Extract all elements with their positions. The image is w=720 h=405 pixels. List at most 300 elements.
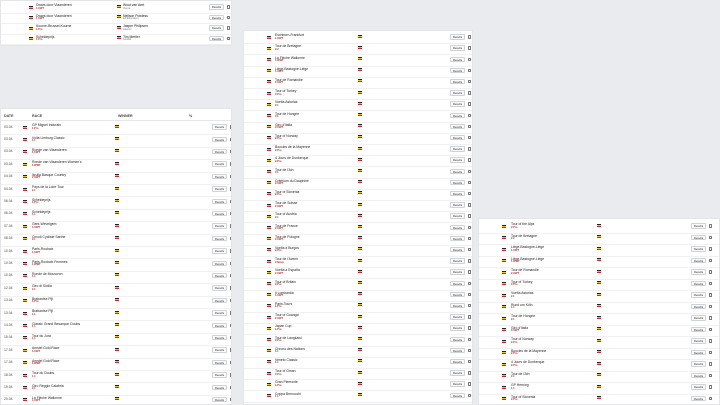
document-icon[interactable] (468, 259, 471, 262)
header-winner: WINNER (118, 114, 133, 118)
race-rating-value: 1.UWT (275, 294, 284, 298)
race-name[interactable]: Tour de Langkawi (275, 335, 302, 340)
flag-icon (115, 249, 119, 252)
race-name[interactable]: Amstel Gold Race (32, 346, 60, 351)
panel-race-list (0, 108, 232, 405)
document-icon[interactable] (230, 311, 232, 314)
race-name[interactable]: Giro Reggio Calabria (32, 383, 64, 388)
document-icon[interactable] (230, 336, 232, 339)
race-rating (275, 284, 282, 287)
document-icon[interactable] (227, 5, 230, 8)
document-icon[interactable] (468, 46, 471, 49)
document-icon[interactable] (230, 386, 232, 389)
document-icon[interactable] (468, 69, 471, 72)
race-name[interactable]: Tour de l'Ain (275, 167, 294, 172)
race-name[interactable]: Tour of Austria (275, 212, 297, 217)
results-button[interactable]: Results (691, 258, 706, 263)
results-button[interactable]: Results (212, 248, 227, 253)
document-icon[interactable] (468, 58, 471, 61)
results-button[interactable]: Results (691, 373, 706, 378)
results-button[interactable]: Results (450, 45, 465, 50)
document-icon[interactable] (230, 237, 232, 240)
race-name[interactable]: Giro d'Italia (275, 122, 293, 127)
flag-icon (267, 69, 271, 72)
race-name[interactable]: Japan Cup (275, 324, 292, 329)
document-icon[interactable] (468, 181, 471, 184)
flag-icon (358, 57, 362, 60)
race-name[interactable]: Eschborn-Frankfurt (275, 33, 305, 38)
document-icon[interactable] (468, 125, 471, 128)
results-button[interactable]: Results (450, 90, 465, 95)
document-icon[interactable] (230, 162, 232, 165)
document-icon[interactable] (468, 237, 471, 240)
flag-icon (358, 191, 362, 194)
results-button[interactable]: Results (691, 327, 706, 332)
flag-icon (23, 336, 27, 339)
race-name[interactable]: Ronde van Vlaanderen (32, 147, 67, 152)
results-button[interactable]: Results (450, 393, 465, 398)
race-rating (32, 214, 36, 217)
race-name[interactable]: Vuelta a España (275, 268, 300, 273)
race-name[interactable]: Brabantse Pijl (32, 296, 53, 301)
race-rating (275, 329, 282, 332)
document-icon[interactable] (468, 91, 471, 94)
race-name[interactable]: Giro d'Italia (511, 325, 529, 330)
document-icon[interactable] (468, 382, 471, 385)
race-name[interactable]: Paris-Roubaix (32, 247, 54, 252)
results-button[interactable]: Results (212, 360, 227, 365)
document-icon[interactable] (230, 224, 232, 227)
flag-icon (597, 385, 601, 388)
results-button[interactable]: Results (450, 79, 465, 84)
race-name[interactable]: Scheldeprijs (36, 34, 55, 39)
race-rating-value: 1.1 (32, 337, 36, 341)
results-button[interactable]: Results (212, 397, 227, 402)
winner-team: EF Education (123, 17, 139, 21)
document-icon[interactable] (468, 394, 471, 397)
document-icon[interactable] (468, 80, 471, 83)
document-icon[interactable] (709, 374, 712, 377)
race-name[interactable]: Tour de Pologne (275, 234, 300, 239)
document-icon[interactable] (709, 236, 712, 239)
results-button[interactable]: Results (450, 213, 465, 218)
document-icon[interactable] (468, 192, 471, 195)
race-name[interactable]: Tour de l'Ain (511, 371, 530, 376)
document-icon[interactable] (230, 175, 232, 178)
results-button[interactable]: Results (209, 4, 224, 9)
race-date: 03.04 (4, 136, 13, 141)
race-name[interactable]: Boucles de la Mayenne (511, 348, 547, 353)
results-button[interactable]: Results (691, 350, 706, 355)
race-rating-value: 1.UWT (32, 151, 41, 155)
race-name[interactable]: Brabantse Pijl (32, 309, 53, 314)
results-button[interactable]: Results (450, 101, 465, 106)
results-button[interactable]: Results (450, 34, 465, 39)
document-icon[interactable] (709, 293, 712, 296)
race-name[interactable]: Tour du Jura (32, 333, 51, 338)
document-icon[interactable] (230, 286, 232, 289)
document-icon[interactable] (227, 16, 230, 19)
race-name[interactable]: Tour of Norway (511, 337, 534, 342)
document-icon[interactable] (709, 328, 712, 331)
race-name[interactable]: Kuurne-Brussel-Kuurne (36, 24, 72, 29)
results-button[interactable]: Results (212, 199, 227, 204)
document-icon[interactable] (230, 324, 232, 327)
race-name[interactable]: Dwars door Vlaanderen (36, 3, 72, 8)
document-icon[interactable] (709, 385, 712, 388)
flag-icon (267, 237, 271, 240)
results-button[interactable]: Results (691, 361, 706, 366)
race-name[interactable]: Tour de Romandie (511, 268, 539, 273)
flag-icon (358, 102, 362, 105)
document-icon[interactable] (468, 136, 471, 139)
results-button[interactable]: Results (450, 281, 465, 286)
document-icon[interactable] (468, 270, 471, 273)
results-button[interactable]: Results (450, 180, 465, 185)
results-button[interactable]: Results (212, 161, 227, 166)
race-rating-value: 2.UWT (275, 316, 284, 320)
document-icon[interactable] (227, 37, 230, 40)
document-icon[interactable] (230, 274, 232, 277)
document-icon[interactable] (230, 373, 232, 376)
document-icon[interactable] (230, 125, 232, 128)
document-icon[interactable] (230, 138, 232, 141)
document-icon[interactable] (230, 361, 232, 364)
document-icon[interactable] (468, 214, 471, 217)
winner-name[interactable]: Tim Merlier (123, 34, 140, 39)
results-button[interactable]: Results (212, 186, 227, 191)
table-row (1, 272, 231, 284)
document-icon[interactable] (709, 305, 712, 308)
results-button[interactable]: Results (212, 310, 227, 315)
results-button[interactable]: Results (450, 381, 465, 386)
results-button[interactable]: Results (212, 124, 227, 129)
race-name[interactable]: 4 Jours de Dunkerque (511, 360, 545, 365)
race-name[interactable]: Tour de Bretagne (275, 44, 302, 49)
race-name[interactable]: Ronde van Vlaanderen Women's (32, 160, 82, 165)
results-button[interactable]: Results (212, 323, 227, 328)
results-button[interactable]: Results (209, 36, 224, 41)
race-name[interactable]: Tour of Slovenia (511, 394, 536, 399)
race-name[interactable]: Tour of Slovenia (275, 189, 300, 194)
results-button[interactable]: Results (450, 359, 465, 364)
results-button[interactable]: Results (209, 25, 224, 30)
document-icon[interactable] (468, 248, 471, 251)
results-button[interactable]: Results (450, 225, 465, 230)
results-button[interactable]: Results (691, 396, 706, 401)
document-icon[interactable] (468, 349, 471, 352)
race-name[interactable]: Pays de la Loire Tour (32, 185, 64, 190)
document-icon[interactable] (709, 397, 712, 400)
table-row (244, 100, 472, 111)
flag-icon (115, 137, 119, 140)
results-button[interactable]: Results (450, 146, 465, 151)
results-button[interactable]: Results (212, 211, 227, 216)
results-button[interactable]: Results (450, 135, 465, 140)
flag-icon (23, 163, 27, 166)
race-name[interactable]: Tour de Bretagne (511, 233, 538, 238)
race-date: 13.04 (4, 298, 13, 303)
document-icon[interactable] (468, 147, 471, 150)
document-icon[interactable] (230, 348, 232, 351)
document-icon[interactable] (468, 315, 471, 318)
race-name[interactable]: Itzulia Basque Country (32, 172, 67, 177)
race-rating-value: 1.1 (275, 350, 279, 354)
results-button[interactable]: Results (450, 68, 465, 73)
results-button[interactable]: Results (212, 174, 227, 179)
flag-icon (358, 169, 362, 172)
race-name[interactable]: Critérium du Dauphiné (275, 178, 309, 183)
race-rating-value: 2.Pro (275, 249, 282, 253)
race-name[interactable]: Tour of the Alps (511, 222, 535, 227)
results-button[interactable]: Results (212, 273, 227, 278)
race-name[interactable]: Scheldeprijs (32, 197, 51, 202)
race-name[interactable]: Amstel Gold Race (32, 358, 60, 363)
flag-icon (117, 36, 121, 39)
race-rating-value: 2.1 (511, 294, 515, 298)
race-name[interactable]: Volta Limburg Classic (32, 135, 65, 140)
document-icon[interactable] (230, 249, 232, 252)
document-icon[interactable] (709, 316, 712, 319)
results-button[interactable]: Results (450, 370, 465, 375)
flag-icon (597, 362, 601, 365)
panel-right (478, 218, 720, 405)
results-button[interactable]: Results (691, 223, 706, 228)
document-icon[interactable] (709, 247, 712, 250)
race-name[interactable]: Vuelta Asturias (275, 100, 298, 105)
results-button[interactable]: Results (450, 157, 465, 162)
document-icon[interactable] (230, 187, 232, 190)
results-button[interactable]: Results (691, 281, 706, 286)
race-name[interactable]: Dwars door Vlaanderen (36, 13, 72, 18)
race-name[interactable]: Scheldeprijs (32, 209, 51, 214)
document-icon[interactable] (709, 259, 712, 262)
flag-icon (358, 91, 362, 94)
flag-icon (267, 80, 271, 83)
results-button[interactable]: Results (691, 338, 706, 343)
race-name[interactable]: Tour du Doubs (32, 371, 55, 376)
results-button[interactable]: Results (691, 384, 706, 389)
document-icon[interactable] (230, 150, 232, 153)
race-rating-value: 1.UWT (275, 36, 284, 40)
results-button[interactable]: Results (450, 191, 465, 196)
race-rating (511, 342, 518, 345)
document-icon[interactable] (709, 339, 712, 342)
race-name[interactable]: Coppa Bernocchi (275, 391, 302, 396)
race-name[interactable]: Classic Grand Besançon Doubs (32, 321, 81, 326)
table-row (1, 259, 231, 271)
document-icon[interactable] (468, 304, 471, 307)
results-button[interactable]: Results (212, 223, 227, 228)
document-icon[interactable] (709, 362, 712, 365)
race-name[interactable]: 4 Jours de Dunkerque (275, 156, 309, 161)
document-icon[interactable] (468, 102, 471, 105)
race-name[interactable]: Tour of Turkey (275, 89, 297, 94)
results-button[interactable]: Results (212, 261, 227, 266)
flag-icon (267, 204, 271, 207)
race-name[interactable]: Liège-Bastogne-Liège (511, 245, 545, 250)
race-name[interactable]: Liège-Bastogne-Liège (275, 66, 309, 71)
race-rating-value: 2.1 (32, 386, 36, 390)
document-icon[interactable] (468, 326, 471, 329)
results-button[interactable]: Results (450, 337, 465, 342)
results-button[interactable]: Results (450, 292, 465, 297)
document-icon[interactable] (230, 299, 232, 302)
winner-name[interactable]: Neilson Powless (123, 13, 148, 18)
table-row (1, 14, 231, 25)
race-name[interactable]: Tour of Oman (275, 369, 296, 374)
document-icon[interactable] (468, 170, 471, 173)
table-row (244, 246, 472, 257)
race-rating (275, 82, 283, 85)
flag-icon (358, 315, 362, 318)
race-rating-value: 2.UWT (275, 182, 284, 186)
document-icon[interactable] (468, 371, 471, 374)
results-button[interactable]: Results (209, 15, 224, 20)
results-button[interactable]: Results (691, 246, 706, 251)
flag-icon (267, 47, 271, 50)
results-button[interactable]: Results (450, 169, 465, 174)
document-icon[interactable] (468, 282, 471, 285)
race-name[interactable]: Tour de Hongrie (275, 111, 300, 116)
race-rating-value: 1.Pro (32, 200, 39, 204)
results-button[interactable]: Results (691, 269, 706, 274)
race-name[interactable]: Chrono des Nations (275, 346, 305, 351)
race-date: 18.04 (4, 372, 13, 377)
race-name[interactable]: Il Lombardia (275, 290, 294, 295)
race-name[interactable]: Tour de Romandie (275, 77, 303, 82)
race-name[interactable]: Tour de France (275, 223, 298, 228)
winner-name[interactable]: Wout van Aert (123, 3, 145, 8)
results-button[interactable]: Results (450, 325, 465, 330)
results-button[interactable]: Results (450, 258, 465, 263)
race-name[interactable]: La Flèche Wallonne (32, 395, 62, 400)
results-button[interactable]: Results (450, 247, 465, 252)
race-name[interactable]: Paris-Tours (275, 301, 293, 306)
results-button[interactable]: Results (212, 385, 227, 390)
results-button[interactable]: Results (691, 292, 706, 297)
flag-icon (502, 363, 506, 366)
race-name[interactable]: Vuelta Asturias (511, 291, 534, 296)
race-name[interactable]: GP Herning (511, 383, 529, 388)
document-icon[interactable] (468, 203, 471, 206)
document-icon[interactable] (709, 351, 712, 354)
flag-icon (502, 397, 506, 400)
results-button[interactable]: Results (212, 347, 227, 352)
flag-icon (115, 373, 119, 376)
race-name[interactable]: Tour of Turkey (511, 279, 533, 284)
results-button[interactable]: Results (450, 57, 465, 62)
results-button[interactable]: Results (691, 304, 706, 309)
race-rating (36, 18, 44, 21)
document-icon[interactable] (468, 338, 471, 341)
flag-icon (117, 15, 121, 18)
results-button[interactable]: Results (450, 202, 465, 207)
table-row (244, 380, 472, 391)
document-icon[interactable] (468, 158, 471, 161)
results-button[interactable]: Results (212, 372, 227, 377)
table-row (244, 190, 472, 201)
table-row (244, 347, 472, 358)
table-row (479, 222, 719, 234)
results-button[interactable]: Results (450, 314, 465, 319)
document-icon[interactable] (230, 200, 232, 203)
race-rating (275, 116, 279, 119)
document-icon[interactable] (230, 262, 232, 265)
results-button[interactable]: Results (212, 298, 227, 303)
results-button[interactable]: Results (450, 269, 465, 274)
table-row (1, 359, 231, 371)
results-button[interactable]: Results (691, 315, 706, 320)
flag-icon (23, 212, 27, 215)
document-icon[interactable] (468, 226, 471, 229)
document-icon[interactable] (709, 282, 712, 285)
results-button[interactable]: Results (450, 348, 465, 353)
race-rating (511, 307, 515, 310)
race-name[interactable]: Tour de Hongrie (511, 314, 536, 319)
flag-icon (267, 148, 271, 151)
results-button[interactable]: Results (212, 335, 227, 340)
flag-icon (358, 35, 362, 38)
document-icon[interactable] (230, 212, 232, 215)
race-name[interactable]: Tour de l'Avenir (275, 257, 299, 262)
document-icon[interactable] (468, 293, 471, 296)
results-button[interactable]: Results (212, 236, 227, 241)
flag-icon (358, 348, 362, 351)
race-rating-value: 2.Pro (275, 193, 282, 197)
race-name[interactable]: Vuelta a Burgos (275, 245, 300, 250)
document-icon[interactable] (468, 360, 471, 363)
race-name[interactable]: GP Miguel Indurain (32, 123, 61, 128)
results-button[interactable]: Results (212, 285, 227, 290)
results-button[interactable]: Results (450, 236, 465, 241)
flag-icon (597, 350, 601, 353)
race-rating-value: 2.2 (511, 237, 515, 241)
results-button[interactable]: Results (691, 235, 706, 240)
race-name[interactable]: Circuit Cycliste Sarthe (32, 234, 66, 239)
race-name[interactable]: Tour of Britain (275, 279, 296, 284)
winner-name[interactable]: Jasper Philipsen (123, 24, 148, 29)
results-button[interactable]: Results (450, 113, 465, 118)
document-icon[interactable] (709, 270, 712, 273)
document-icon[interactable] (468, 35, 471, 38)
race-name[interactable]: Tour of Guangxi (275, 313, 299, 318)
race-name[interactable]: Tour of Norway (275, 133, 298, 138)
race-rating-value: 1.UWT (511, 248, 520, 252)
race-name[interactable]: Rund um Köln (511, 302, 533, 307)
document-icon[interactable] (230, 398, 232, 401)
race-name[interactable]: Veneto Classic (275, 357, 298, 362)
flag-icon (597, 304, 601, 307)
race-name[interactable]: Paris-Roubaix Femmes (32, 259, 68, 264)
results-button[interactable]: Results (450, 124, 465, 129)
document-icon[interactable] (468, 114, 471, 117)
race-name[interactable]: Gent-Wevelgem (32, 222, 57, 227)
race-name[interactable]: Boucles de la Mayenne (275, 145, 311, 150)
race-name[interactable]: Ronde de Mouscron (32, 271, 63, 276)
flag-icon (502, 351, 506, 354)
results-button[interactable]: Results (450, 303, 465, 308)
document-icon[interactable] (709, 224, 712, 227)
race-name[interactable]: Liège-Bastogne-Liège (511, 256, 545, 261)
race-name[interactable]: Gran Piemonte (275, 380, 298, 385)
race-name[interactable]: Giro di Sicilia (32, 284, 52, 289)
results-button[interactable]: Results (212, 149, 227, 154)
race-name[interactable]: La Flèche Wallonne (275, 55, 305, 60)
results-button[interactable]: Results (212, 137, 227, 142)
document-icon[interactable] (227, 26, 230, 29)
race-name[interactable]: Tour de Suisse (275, 201, 298, 206)
